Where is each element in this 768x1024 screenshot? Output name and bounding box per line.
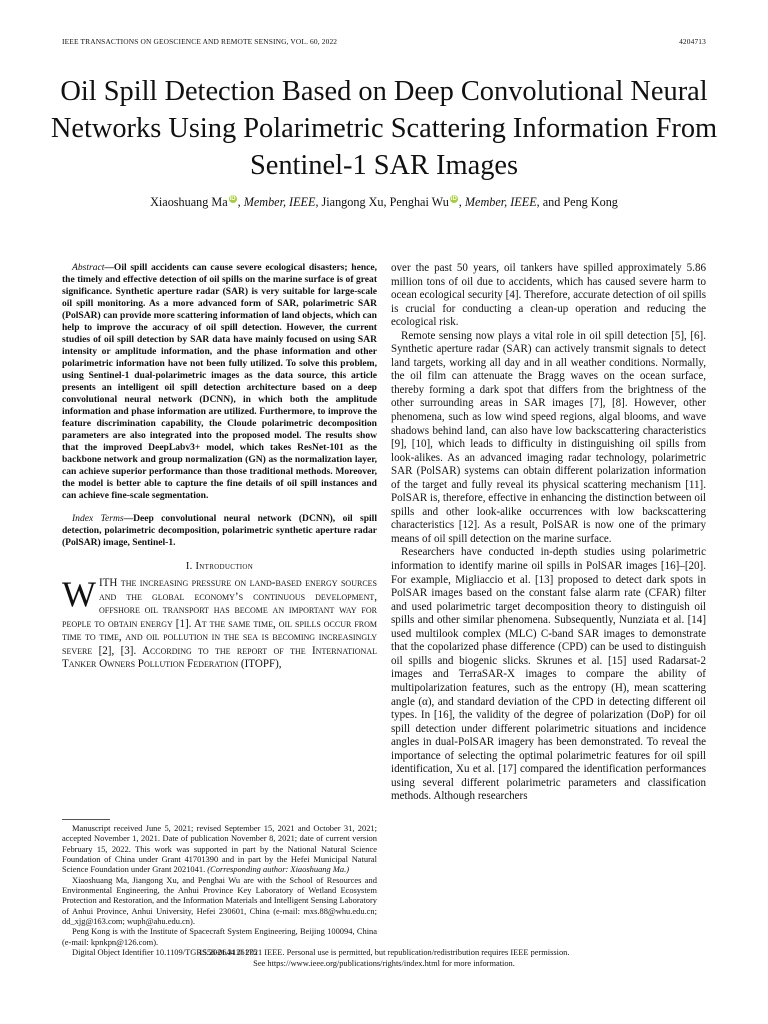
- running-header-page-number: 4204713: [679, 37, 706, 46]
- copyright-line: 1558-0644 © 2021 IEEE. Personal use is permitted, but republication/redistribution requires IEEE permission.: [198, 948, 570, 957]
- section-heading: I. Introduction: [185, 561, 254, 572]
- footnote-doi: Digital Object Identifier 10.1109/TGRS.2021.3126175: [72, 947, 258, 958]
- body-paragraph: over the past 50 years, oil tankers have spilled approximately 5.86 million tons of oil due to accidents, which has caused severe harm to ocean ecological security [4]. Therefore, accurate detection of oil spills is crucial for conducting a clean-up operation and reducing the ecological risk.: [391, 262, 706, 329]
- copyright-notice: [40, 948, 728, 969]
- corresponding-author: (Corresponding author: Xiaoshuang Ma.): [207, 864, 350, 875]
- abstract: Abstract—Oil spill accidents can cause severe ecological disasters; hence, the timely and effective detection of oil spills on the marine surface is of great significance. Synthetic aperture radar (SAR) is very suitable for large-scale oil spill monitoring. As a more advanced form of SAR, polarimetric SAR (PolSAR) can provide more scattering information of land objects, which can help to improve the accuracy of oil spill detection. However, the current studies of oil spill detection by SAR data have mainly focused on using SAR intensity or amplitude information, and the phase information and other polarimetric information have not been fully utilized. To solve this problem, using Sentinel-1 dual-polarimetric images as the data source, this article presents an intelligent oil spill detection architecture based on a deep convolutional neural network (DCNN), in which both the amplitude information and phase information are utilized. Furthermore, to improve the feature discrimination capability, the Cloude polarimetric decomposition parameters are also integrated into the proposed model. The results show that the improved DeepLabv3+ model, which takes ResNet-101 as the backbone network and group normalization (GN) as the normalization layer, can achieve superior performance than those traditional methods. Moreover, the model is better able to capture the fine details of oil spill instances and can achieve fine-scale segmentation.: [62, 262, 377, 501]
- index-terms-text: Deep convolutional neural network (DCNN), oil spill detection, polarimetric decomposition, polarimetric synthetic aperture radar (PolSAR) image, Sentinel-1.: [62, 513, 377, 548]
- intro-paragraph: [62, 574, 377, 672]
- right-column: [391, 262, 706, 804]
- footnote-manuscript: Manuscript received June 5, 2021; revised September 15, 2021 and October 31, 2021; accepted November 1, 2021. Date of publication November 8, 2021; date of current version February 15, 2022. This work was supported in part by the National Natural Science Foundation of China under Grant 41701390 and in part by the Hefei Municipal Natural Science Foundation under Grant 2021041. (Corresponding author: Xiaoshuang Ma.): [62, 823, 377, 875]
- abstract-text: Oil spill accidents can cause severe ecological disasters; hence, the timely and effective detection of oil spills on the marine surface is of great significance. Synthetic aperture radar (SAR) is very suitable for large-scale oil spill monitoring. As a more advanced form of SAR, polarimetric SAR (PolSAR) can provide more scattering information of land objects, which can help to improve the accuracy of oil spill detection. However, the current studies of oil spill detection by SAR data have mainly focused on using SAR intensity or amplitude information, and the phase information and other polarimetric information have not been fully utilized. To solve this problem, using Sentinel-1 dual-polarimetric images as the data source, this article presents an intelligent oil spill detection architecture based on a deep convolutional neural network (DCNN), in which both the amplitude information and phase information are utilized. Furthermore, to improve the feature discrimination capability, the Cloude polarimetric decomposition parameters are also integrated into the proposed model. The results show that the improved DeepLabv3+ model, which takes ResNet-101 as the backbone network and group normalization (GN) as the normalization layer, can achieve superior performance than those traditional methods. Moreover, the model is better able to capture the fine details of oil spill instances and can achieve fine-scale segmentation.: [62, 262, 377, 501]
- author-name: , Jiangong Xu, Penghai Wu: [315, 195, 449, 209]
- author-membership: Member, IEEE: [243, 195, 316, 209]
- drop-cap: W: [62, 574, 96, 614]
- orcid-icon[interactable]: iD: [229, 196, 236, 202]
- left-column: [62, 262, 377, 672]
- abstract-label: Abstract: [72, 262, 105, 273]
- orcid-icon[interactable]: iD: [450, 196, 457, 202]
- index-terms: Index Terms—Deep convolutional neural network (DCNN), oil spill detection, polarimetric decomposition, polarimetric synthetic aperture radar (PolSAR) image, Sentinel-1.: [62, 513, 377, 548]
- body-paragraph: Remote sensing now plays a vital role in oil spill detection [5], [6]. Synthetic aperture radar (SAR) can actively transmit signals to detect land targets, working all day and in all weather conditions. Normally, the oil film can attenuate the Bragg waves on the ocean surface, thereby forming a dark spot that differs from the brightness of the other surrounding areas in SAR images [7], [8]. However, other phenomena, such as low wind speed regions, algal blooms, and wave shadows behind land, can also have low backscattering characteristics [9], [10], which leads to difficulty in distinguishing oil spills from look-alikes. As an advanced imaging radar technology, polarimetric SAR (PolSAR) systems can obtain different polarization information of the target and fully reveal its physical scattering mechanism [11]. PolSAR is, therefore, effective in enhancing the distinction between oil spills and other look-alike occurrences with low backscattering characteristics [12]. As a result, PolSAR is now one of the primary means of oil spill detection on the marine surface.: [391, 329, 706, 545]
- intro-text: ITH the increasing pressure on land-based energy sources and the global economy’s continuous development, offshore oil transport has become an important way for people to obtain energy [1]. At the same time, oil spills occur from time to time, and oil pollution in the sea is becoming increasingly severe [2], [3]. According to the report of the International Tanker Owners Pollution Federation (ITOPF),: [62, 577, 377, 671]
- footnote-affiliation: Xiaoshuang Ma, Jiangong Xu, and Penghai Wu are with the School of Resources and Environmental Engineering, the Anhui Province Key Laboratory of Wetland Ecosystem Protection and Restoration, and the Information Materials and Intelligent Sensing Laboratory of Anhui Province, Anhui University, Hefei 230601, China (e-mail: mxs.88@whu.edu.cn; dd_xjg@163.com; wuph@ahu.edu.cn).: [62, 874, 377, 927]
- footnote: [62, 823, 377, 957]
- running-header-journal: IEEE TRANSACTIONS ON GEOSCIENCE AND REMOTE SENSING, VOL. 60, 2022: [62, 37, 338, 46]
- index-terms-label: Index Terms: [72, 513, 124, 524]
- author-membership: Member, IEEE: [464, 195, 537, 209]
- body-paragraph: Researchers have conducted in-depth studies using polarimetric information to identify marine oil spills in PolSAR images [16]–[20]. For example, Migliaccio et al. [13] proposed to detect dark spots in PolSAR images based on the constant false alarm rate (CFAR) filter and used polarimetric target decomposition theory to distinguish oil spills and other similar phenomena. Subsequently, Nunziata et al. [14] used multilook complex (MLC) C-band SAR images to demonstrate that the copolarized phase difference (CPD) can be used to distinguish oil spills and biogenic slicks. Skrunes et al. [15] used Radarsat-2 images and TerraSAR-X images to compare the ability of multipolarization features, such as the entropy (H), mean scattering angle (α), and standard deviation of the CPD in detecting different oil types. In [16], the validity of the degree of polarization (DoP) for oil spill detection under different polarimetric situations and incidence angles in dual-PolSAR imagery has been demonstrated. To reveal the importance of selecting the optimal polarimetric features for oil spill identification, Xu et al. [17] compared the identification performances using several different polarimetric parameters and classification methods. Although researchers: [391, 546, 706, 803]
- author-name: , and Peng Kong: [536, 195, 618, 209]
- author-name: Xiaoshuang Ma: [150, 195, 228, 209]
- author-list: Xiaoshuang Ma iD , Member, IEEE, Jiangong Xu, Penghai Wu iD , Member, IEEE, and Peng Kong: [150, 195, 618, 209]
- paper-title: Oil Spill Detection Based on Deep Convolutional Neural Networks Using Polarimetric Scattering Information From Sentinel-1 SAR Images: [50, 76, 718, 181]
- footnote-affiliation-2: Peng Kong is with the Institute of Spacecraft System Engineering, Beijing 100094, China (e-mail: kpnkpn@126.com).: [62, 926, 377, 947]
- footnote-divider: [62, 819, 110, 820]
- rights-link[interactable]: See https://www.ieee.org/publications/rights/index.html for more information.: [253, 958, 515, 968]
